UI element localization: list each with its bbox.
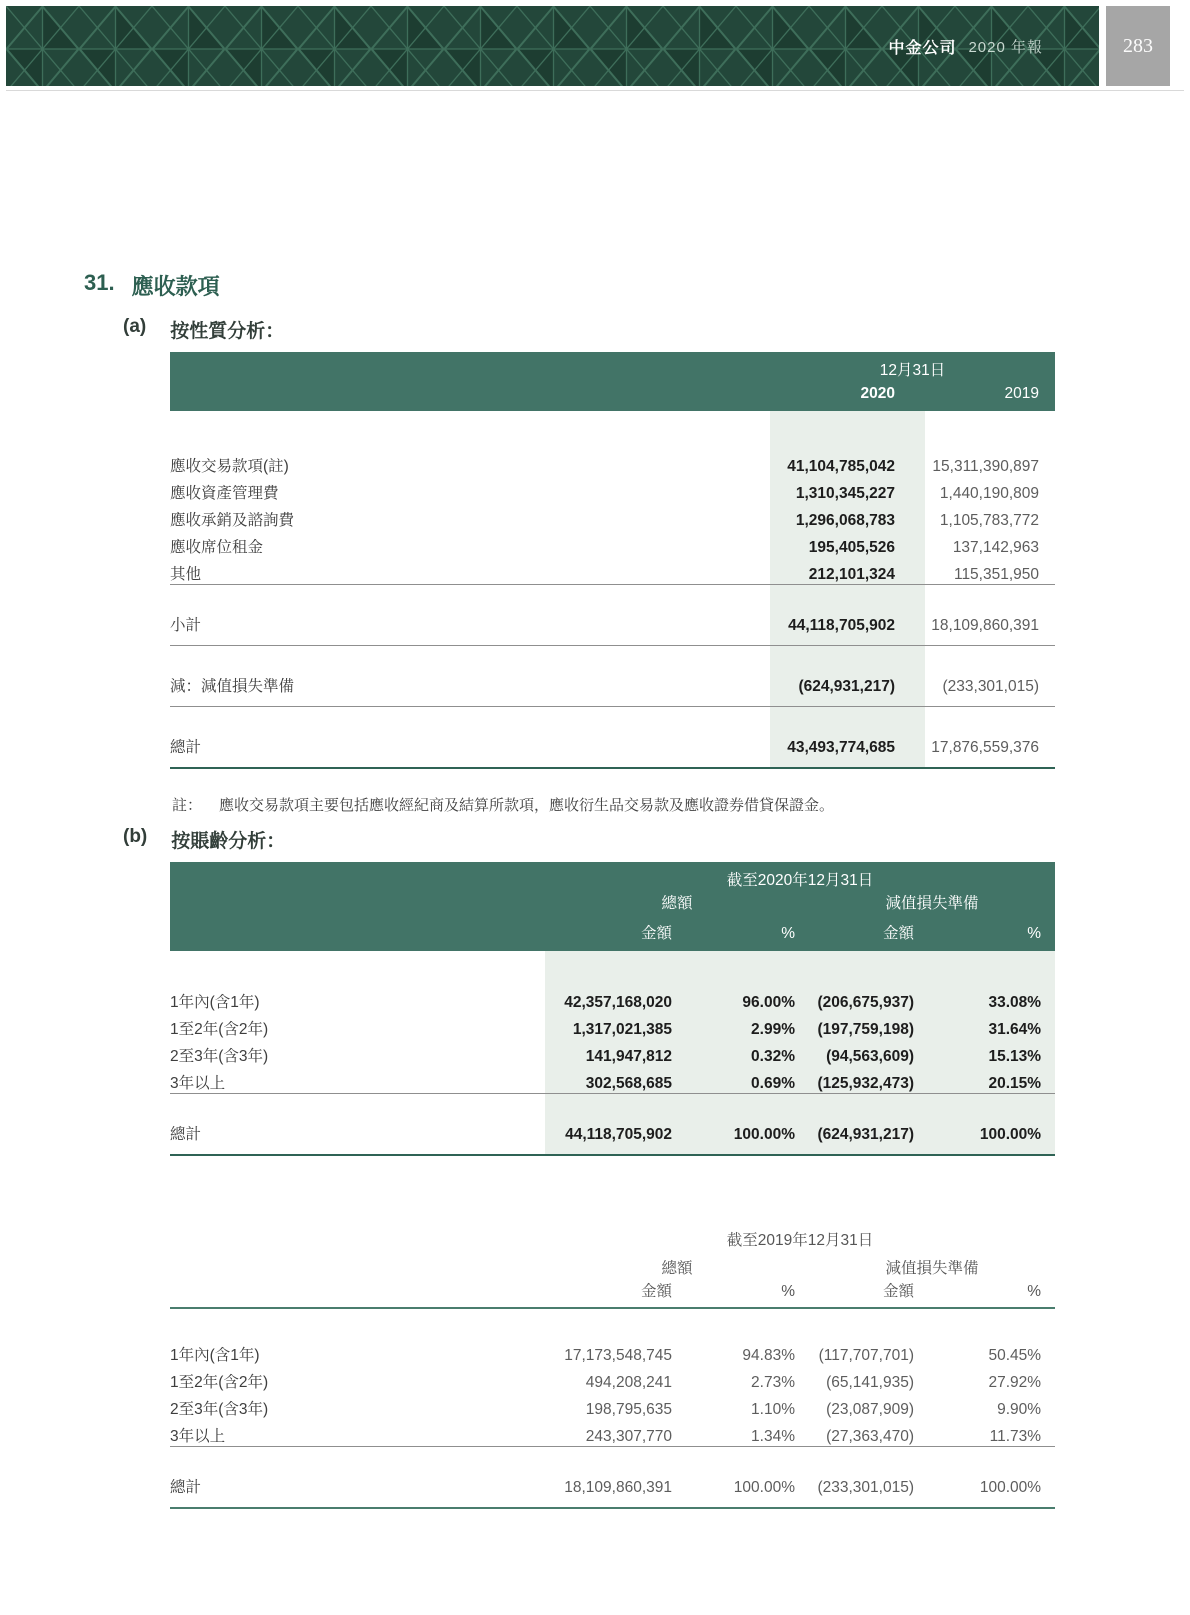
spacer-row [170,1308,1055,1338]
aging-2020-period-row [170,862,1055,890]
amount: 243,307,770 [545,1419,686,1446]
percent: 1.34% [686,1419,809,1446]
row-label: 3年以上 [170,1066,545,1093]
total-row [170,706,1055,768]
amount: 44,118,705,902 [545,1093,686,1155]
header-spacer-cell [170,1250,545,1278]
value-2020: 44,118,705,902 [770,584,925,645]
table-row [170,1066,1055,1093]
table-aging-2019 [170,1222,1055,1509]
value-2019: 115,351,950 [925,557,1055,584]
allowance-percent: 27.92% [988,1374,1042,1391]
percent: 2.99% [686,1012,809,1039]
header-spacer-cell [170,380,770,411]
allowance: (65,141,935) [826,1374,914,1391]
banner-text [888,6,1043,86]
amount: 42,357,168,020 [545,985,686,1012]
header-spacer-cell [170,1222,545,1250]
amount: 1,317,021,385 [545,1012,686,1039]
column-header-amount: 金額 [545,1278,686,1308]
value-2019: 17,876,559,376 [925,706,1055,768]
table-aging-2020 [170,862,1055,1156]
value-2019: 15,311,390,897 [932,458,1040,475]
footnote-label: 註： [172,797,203,814]
group-header-allowance: 減值損失準備 [809,890,1055,921]
allowance: (27,363,470) [809,1419,928,1446]
row-label: 1至2年(含2年) [170,1021,269,1038]
subsection-b-heading [123,826,285,853]
amount: 17,173,548,745 [564,1347,672,1364]
column-header-pct: % [928,1278,1055,1308]
table-row [170,557,1055,584]
column-header-pct: % [686,1278,809,1308]
value-2019: 1,440,190,809 [939,485,1040,502]
spacer-cell [170,951,545,985]
value-2019: 1,105,783,772 [939,512,1040,529]
spacer-cell [545,1308,686,1338]
allowance: (197,759,198) [809,1012,928,1039]
date-header: 12月31日 [770,352,1055,380]
value-2020: 1,296,068,783 [770,503,925,530]
spacer-row [170,411,1055,449]
allowance: (206,675,937) [809,985,928,1012]
subtotal-row [170,584,1055,645]
subsection-a-title: 按性質分析： [170,321,285,342]
company-name: 中金公司 [888,39,957,57]
row-label: 總計 [170,706,770,768]
allowance: (117,707,701) [818,1347,914,1364]
table-row [170,1039,1055,1066]
subsection-b-title: 按賬齡分析： [171,831,286,852]
table-row [170,1365,1055,1392]
row-label: 應收承銷及諮詢費 [170,512,295,529]
percent: 96.00% [686,985,809,1012]
impairment-row [170,645,1055,706]
table-row [170,503,1055,530]
table-row [170,530,1055,557]
table-row [170,1012,1055,1039]
percent: 1.10% [751,1401,795,1418]
allowance-percent: 33.08% [928,985,1055,1012]
percent: 100.00% [686,1093,809,1155]
total-row [170,1093,1055,1155]
aging-2019-group-row [170,1250,1055,1278]
allowance-percent: 100.00% [928,1093,1055,1155]
row-label: 2至3年(含3年) [170,1048,269,1065]
total-row [170,1446,1055,1508]
value-2020: 195,405,526 [770,530,925,557]
allowance: (94,563,609) [809,1039,928,1066]
group-header-total: 總額 [545,890,809,921]
allowance-percent: 11.73% [928,1419,1055,1446]
spacer-cell [170,411,770,449]
percent: 0.32% [686,1039,809,1066]
footnote [172,794,1062,815]
header-spacer-cell [170,890,545,921]
column-header-pct: % [928,921,1055,951]
row-label: 其他 [170,557,770,584]
spacer-cell [545,951,686,985]
header-spacer-cell [170,921,545,951]
amount: 494,208,241 [585,1374,672,1391]
section-title [84,270,220,301]
row-label: 3年以上 [170,1419,545,1446]
section-number: 31. [84,270,115,295]
spacer-cell [770,411,925,449]
value-2020: 212,101,324 [770,557,925,584]
value-2020: 43,493,774,685 [770,706,925,768]
spacer-cell [925,411,1055,449]
table-row [170,985,1055,1012]
subsection-a-label: (a) [123,316,147,337]
subsection-b-label: (b) [123,826,148,847]
table-row [170,1338,1055,1365]
header-divider [6,90,1184,91]
allowance: (23,087,909) [826,1401,914,1418]
page-number: 283 [1106,6,1170,86]
column-header-amount: 金額 [545,921,686,951]
aging-2020-group-row [170,890,1055,921]
percent: 94.83% [742,1347,795,1364]
row-label: 小計 [170,584,770,645]
aging-2020-columns-row [170,921,1055,951]
row-label: 1至2年(含2年) [170,1374,269,1391]
amount: 302,568,685 [545,1066,686,1093]
row-label: 應收資產管理費 [170,485,279,502]
report-banner [6,6,1099,86]
period-header: 截至2020年12月31日 [545,862,1055,890]
allowance: (125,932,473) [809,1066,928,1093]
footnote-text: 應收交易款項主要包括應收經紀商及結算所款項，應收衍生品交易款及應收證券借貸保證金。 [219,797,835,814]
spacer-cell [170,1308,545,1338]
value-2019: 18,109,860,391 [925,584,1055,645]
value-2020: 41,104,785,042 [770,449,925,476]
column-header-2019: 2019 [925,380,1055,411]
header-spacer-cell [170,352,770,380]
column-header-pct: % [686,921,809,951]
row-label: 減：減值損失準備 [170,645,770,706]
value-2019: 137,142,963 [952,539,1040,556]
group-header-total: 總額 [661,1260,693,1277]
allowance-percent: 31.64% [928,1012,1055,1039]
aging-2019-columns-row [170,1278,1055,1308]
section-title-text: 應收款項 [131,274,220,299]
percent: 2.73% [751,1374,795,1391]
percent: 0.69% [686,1066,809,1093]
row-label: 應收席位租金 [170,539,264,556]
spacer-cell [809,1308,928,1338]
allowance-percent: 20.15% [928,1066,1055,1093]
spacer-cell [809,951,928,985]
table-row [170,1419,1055,1446]
amount: 18,109,860,391 [545,1446,686,1508]
spacer-cell [686,1308,809,1338]
value-2020: 1,310,345,227 [770,476,925,503]
value-2020: (624,931,217) [770,645,925,706]
spacer-cell [928,951,1055,985]
table-a-header-row-date [170,352,1055,380]
amount: 141,947,812 [545,1039,686,1066]
column-header-amount: 金額 [809,1278,928,1308]
report-year: 2020 年報 [968,38,1043,56]
allowance-percent: 50.45% [988,1347,1042,1364]
row-label: 2至3年(含3年) [170,1401,269,1418]
row-label: 總計 [170,1093,545,1155]
allowance-percent: 15.13% [928,1039,1055,1066]
subsection-a-heading [123,316,284,343]
group-header-allowance: 減值損失準備 [885,1260,979,1277]
allowance: (624,931,217) [809,1093,928,1155]
column-header-2020: 2020 [770,380,925,411]
aging-2019-period-row [170,1222,1055,1250]
row-label: 總計 [170,1446,545,1508]
table-row [170,1392,1055,1419]
row-label: 1年內(含1年) [170,994,260,1011]
spacer-row [170,951,1055,985]
value-2019: (233,301,015) [925,645,1055,706]
table-a-header-row-years [170,380,1055,411]
column-header-amount: 金額 [809,921,928,951]
spacer-cell [686,951,809,985]
period-header: 截至2019年12月31日 [726,1232,874,1249]
header-spacer-cell [170,862,545,890]
table-by-nature [170,352,1055,769]
row-label: 1年內(含1年) [170,1347,260,1364]
allowance-percent: 9.90% [997,1401,1042,1418]
spacer-cell [928,1308,1055,1338]
row-label: 應收交易款項(註) [170,458,289,475]
percent: 100.00% [686,1446,809,1508]
allowance: (233,301,015) [809,1446,928,1508]
header-spacer-cell [170,1278,545,1308]
table-row [170,476,1055,503]
allowance-percent: 100.00% [928,1446,1055,1508]
table-row [170,449,1055,476]
amount: 198,795,635 [585,1401,672,1418]
